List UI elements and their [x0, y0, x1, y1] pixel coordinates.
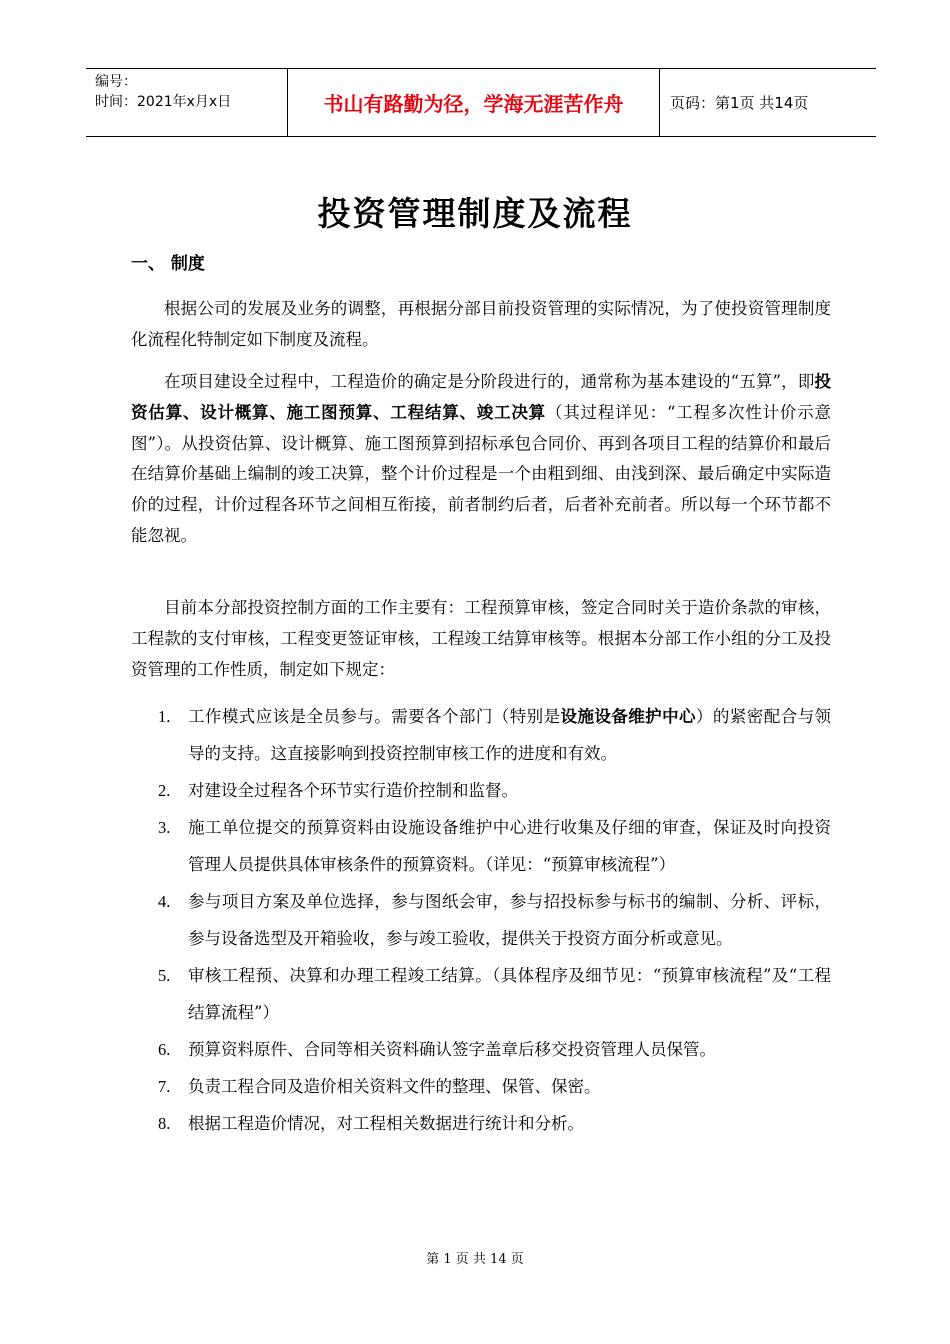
- header-page-info: 页码：第1页 共14页: [670, 94, 809, 112]
- list-text-a: 工作模式应该是全员参与。需要各个部门（特别是: [188, 707, 561, 726]
- list-number: 8.: [158, 1114, 171, 1133]
- list-text: 预算资料原件、合同等相关资料确认签字盖章后移交投资管理人员保管。: [188, 1040, 716, 1059]
- header-meta: [86, 69, 287, 136]
- list-text: 负责工程合同及造价相关资料文件的整理、保管、保密。: [188, 1077, 601, 1096]
- section-heading: 一、 制度: [131, 254, 205, 274]
- list-number: 6.: [158, 1040, 171, 1059]
- list-text-c: ）的紧密配合与领导的支持。这直接影响到投资控制审核工作的进度和有效。: [188, 707, 832, 763]
- list-text: 参与项目方案及单位选择，参与图纸会审，参与招投标参与标书的编制、分析、评标，参与设备选型及开箱验收，参与竣工验收，提供关于投资方面分析或意见。: [188, 892, 831, 948]
- list-item: [131, 883, 831, 957]
- list-item: [131, 1068, 831, 1105]
- page-footer: 第 1 页 共 14 页: [426, 1252, 524, 1267]
- list-item: [131, 698, 831, 772]
- list-text: 施工单位提交的预算资料由设施设备维护中心进行收集及仔细的审查，保证及时向投资管理人员提供具体审核条件的预算资料。（详见：“预算审核流程”）: [188, 818, 831, 874]
- time-label: 时间：2021年x月x日: [95, 94, 232, 110]
- number-label: 编号：: [95, 74, 137, 90]
- paragraph-1: 根据公司的发展及业务的调整，再根据分部目前投资管理的实际情况，为了使投资管理制度化流程化特制定如下制度及流程。: [131, 299, 831, 349]
- paragraph-2-text-c: （其过程详见：“工程多次性计价示意图”）。从投资估算、设计概算、施工图预算到招标承包合同价、再到各项目工程的结算价和最后在结算价基础上编制的竣工决算，整个计价过程是一个由粗到细、由浅到深、最后确定中实际造价的过程，计价过程各环节之间相互衔接，前者制约后者，后者补充前者。所以每一个环节都不能忽视。: [131, 402, 831, 545]
- list-number: 3.: [158, 818, 171, 837]
- paragraph-2-text-a: 在项目建设全过程中，工程造价的确定是分阶段进行的，通常称为基本建设的“五算”，即: [164, 372, 815, 391]
- list-text: 对建设全过程各个环节实行造价控制和监督。: [188, 781, 518, 800]
- list-item: [131, 1105, 831, 1142]
- list-item: [131, 1031, 831, 1068]
- rules-list: [131, 698, 831, 1142]
- list-text-bold: 设施设备维护中心: [560, 707, 696, 726]
- list-item: [131, 957, 831, 1031]
- list-number: 5.: [158, 966, 171, 985]
- list-item: [131, 809, 831, 883]
- document-title: 投资管理制度及流程: [317, 194, 633, 233]
- list-number: 2.: [158, 781, 171, 800]
- list-text: 审核工程预、决算和办理工程竣工结算。（具体程序及细节见：“预算审核流程”及“工程结算流程”）: [188, 966, 831, 1022]
- header-motto: 书山有路勤为径，学海无涯苦作舟: [287, 69, 660, 136]
- page-header: [86, 68, 876, 137]
- paragraph-2-bold: 投资估算、设计概算、施工图预算、工程结算、竣工决算: [131, 372, 831, 422]
- list-number: 4.: [158, 892, 171, 911]
- paragraph-3: 目前本分部投资控制方面的工作主要有：工程预算审核，签定合同时关于造价条款的审核，工程款的支付审核，工程变更签证审核，工程竣工结算审核等。根据本分部工作小组的分工及投资管理的工作性质，制定如下规定：: [131, 598, 831, 679]
- list-text: 根据工程造价情况，对工程相关数据进行统计和分析。: [188, 1114, 584, 1133]
- list-number: 7.: [158, 1077, 171, 1096]
- list-number: 1.: [158, 707, 171, 726]
- list-item: [131, 772, 831, 809]
- paragraph-2: [131, 367, 831, 552]
